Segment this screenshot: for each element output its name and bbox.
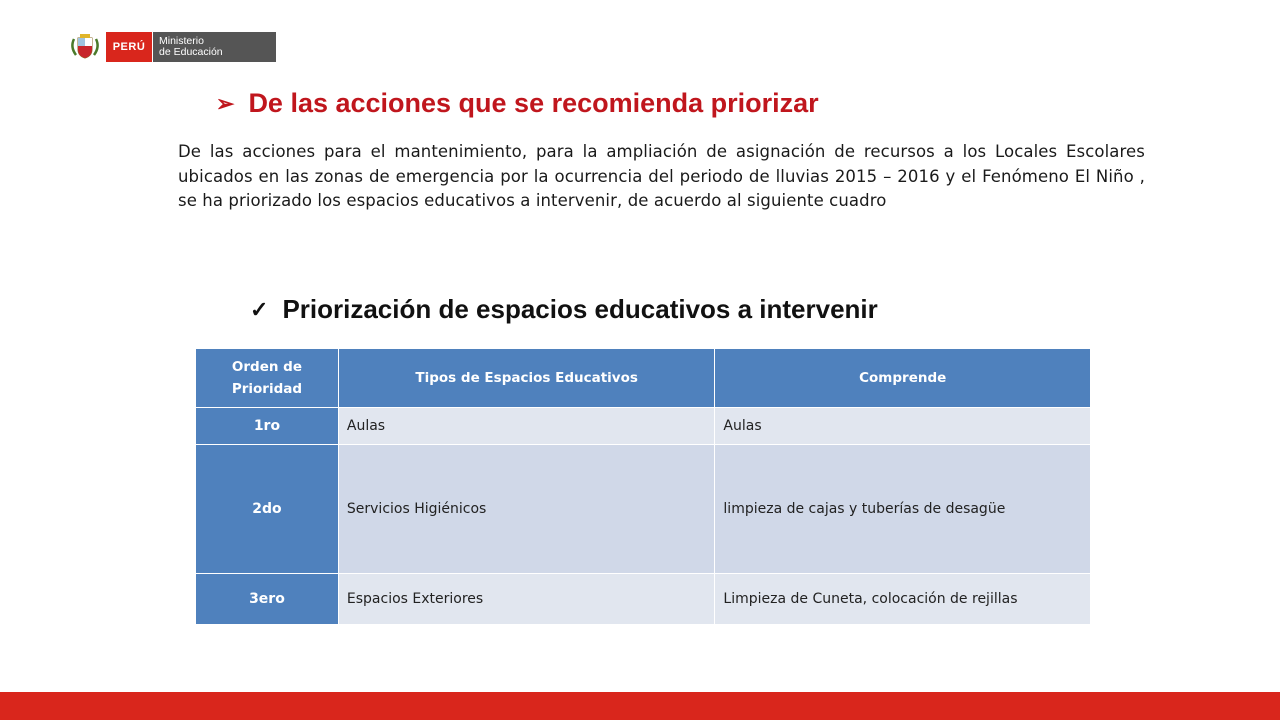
subheading-text: Priorización de espacios educativos a intervenir [282, 294, 878, 324]
logo-ministry-label [152, 32, 276, 62]
priority-order-cell: 1ro [196, 408, 339, 445]
column-header-type: Tipos de Espacios Educativos [338, 349, 715, 408]
table-row [196, 408, 1091, 445]
includes-cell: Aulas [715, 408, 1091, 445]
ministry-logo [64, 32, 276, 62]
includes-cell: Limpieza de Cuneta, colocación de rejillas [715, 574, 1091, 625]
space-type-cell: Espacios Exteriores [338, 574, 715, 625]
includes-cell: limpieza de cajas y tuberías de desagüe [715, 445, 1091, 574]
subheading [250, 294, 878, 325]
coat-of-arms-icon [64, 32, 106, 62]
table-row [196, 574, 1091, 625]
logo-ministry-line2: de Educación [159, 46, 223, 58]
priority-order-cell: 3ero [196, 574, 339, 625]
column-header-includes: Comprende [715, 349, 1091, 408]
table-header-row [196, 349, 1091, 408]
space-type-cell: Servicios Higiénicos [338, 445, 715, 574]
footer-bar [0, 692, 1280, 720]
checkmark-icon: ✓ [250, 296, 269, 322]
space-type-cell: Aulas [338, 408, 715, 445]
priority-table [195, 348, 1091, 625]
logo-country-label: PERÚ [106, 32, 152, 62]
column-header-order: Orden de Prioridad [196, 349, 339, 408]
section-heading [216, 88, 819, 119]
arrow-bullet-icon: ➢ [216, 90, 235, 116]
section-heading-text: De las acciones que se recomienda priorizar [248, 88, 819, 118]
priority-order-cell: 2do [196, 445, 339, 574]
table-row [196, 445, 1091, 574]
section-paragraph: De las acciones para el mantenimiento, para la ampliación de asignación de recursos a los Locales Escolares ubicados en las zonas de emergencia por la ocurrencia del periodo de lluvias 2015 – 2016 y el Fenómeno El Niño , se ha priorizado los espacios educativos a intervenir, de acuerdo al siguiente cuadro [178, 142, 1145, 210]
logo-ministry-line1: Ministerio [159, 35, 204, 47]
